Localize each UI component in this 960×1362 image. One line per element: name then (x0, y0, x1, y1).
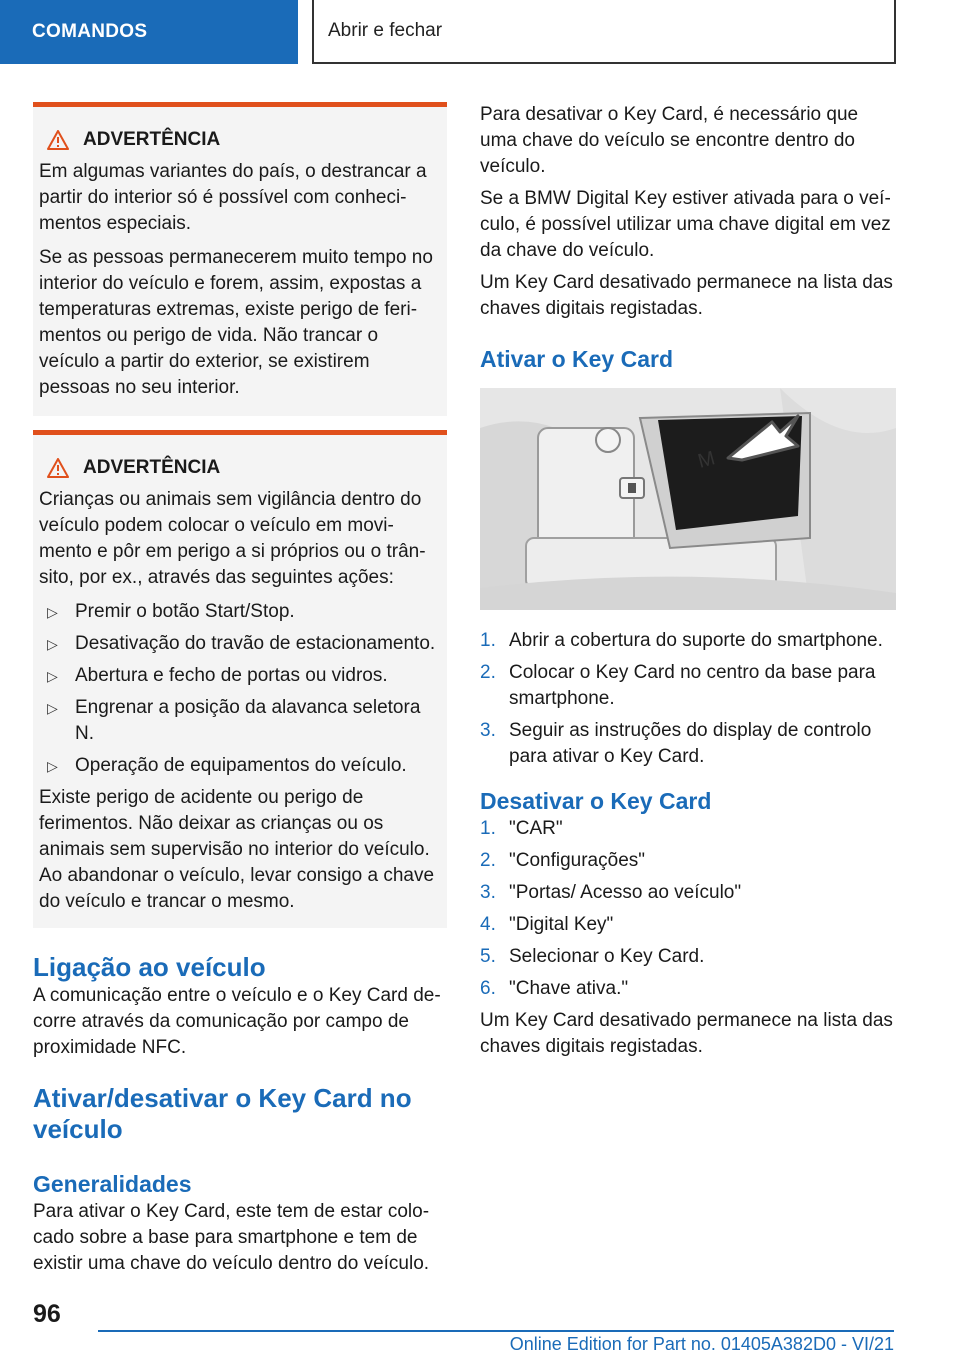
list-item: 1. "CAR" (480, 816, 894, 842)
step-number: 6. (480, 978, 496, 999)
left-column (33, 102, 447, 1277)
section-heading: Desativar o Key Card (480, 788, 712, 814)
list-item: ▷ Premir o botão Start/Stop. (39, 599, 437, 625)
list-item: 3. Seguir as instruções do display de controlo para ativar o Key Card. (480, 718, 894, 770)
warning-text: Existe perigo de acidente ou perigo de ferimentos. Não deixar as crianças ou os animais sem supervisão no interior do veículo. Ao abandonar o veículo, levar consigo a chave do veículo e trancar o mesmo. (39, 787, 435, 912)
step-number: 4. (480, 914, 496, 935)
warning-triangle-icon (47, 130, 69, 150)
page-number: 96 (33, 1300, 61, 1328)
step-number: 2. (480, 850, 496, 871)
section-heading: Ativar/desativar o Key Card no veículo (33, 1083, 412, 1144)
list-item: 1. Abrir a cobertura do suporte do smartphone. (480, 628, 894, 654)
warning-box (33, 102, 447, 416)
footer-divider (98, 1330, 894, 1332)
body-text: Para ativar o Key Card, este tem de estar colocado sobre a base para smartphone e tem de existir uma chave do veículo dentro do veículo. (33, 1201, 430, 1274)
list-item: 6. "Chave ativa." (480, 976, 894, 1002)
step-number: 1. (480, 818, 496, 839)
chapter-title: Abrir e fechar (328, 20, 443, 41)
bullet-marker: ▷ (47, 668, 58, 684)
subheading: Generalidades (33, 1171, 192, 1197)
bullet-marker: ▷ (47, 604, 58, 620)
warning-header (47, 457, 437, 479)
list-item: ▷ Abertura e fecho de portas ou vidros. (39, 663, 437, 689)
section-heading: Ligação ao veículo (33, 952, 266, 982)
smartphone-tray-illustration (480, 388, 896, 610)
body-text: Um Key Card desativado permanece na lista das chaves digitais registadas. (480, 1010, 893, 1057)
warning-box (33, 430, 447, 928)
bullet-list (39, 599, 437, 779)
list-item: 2. Colocar o Key Card no centro da base para smartphone. (480, 660, 894, 712)
body-text: Para desativar o Key Card, é necessário que uma chave do veículo se encontre dentro do veículo. (480, 104, 859, 177)
warning-text: Crianças ou animais sem vigilância dentro do veículo podem colocar o veículo em movimento e pôr em perigo a si próprios ou o trânsito, por ex., através das seguintes ações: (39, 489, 426, 588)
right-column (480, 102, 894, 1060)
body-text: Se a BMW Digital Key estiver ativada para o veículo, é possível utilizar uma chave digital em vez da chave do veículo. (480, 188, 891, 261)
list-item: 4. "Digital Key" (480, 912, 894, 938)
chapter-header (312, 0, 896, 64)
step-number: 2. (480, 662, 496, 683)
step-number: 3. (480, 720, 496, 741)
warning-text: Em algumas variantes do país, o destrancar a partir do interior só é possível com conhecimentos especiais. (39, 161, 427, 234)
list-item: ▷ Operação de equipamentos do veículo. (39, 753, 437, 779)
step-number: 3. (480, 882, 496, 903)
svg-text:M: M (695, 447, 718, 473)
section-heading: Ativar o Key Card (480, 346, 674, 372)
bullet-marker: ▷ (47, 700, 58, 716)
bullet-marker: ▷ (47, 636, 58, 652)
step-number: 1. (480, 630, 496, 651)
body-text: Um Key Card desativado permanece na lista das chaves digitais registadas. (480, 272, 893, 319)
section-title: COMANDOS (32, 21, 148, 42)
warning-triangle-icon (47, 458, 69, 478)
section-tab (0, 0, 298, 64)
warning-header (47, 129, 437, 151)
list-item: ▷ Desativação do travão de estacionamento. (39, 631, 437, 657)
list-item: ▷ Engrenar a posição da alavanca seletora N. (39, 695, 437, 747)
warning-title: ADVERTÊNCIA (83, 457, 221, 478)
activate-steps (480, 628, 894, 770)
step-number: 5. (480, 946, 496, 967)
deactivate-steps (480, 816, 894, 1002)
warning-text: Se as pessoas permanecerem muito tempo no interior do veículo e forem, assim, expostas a temperaturas extremas, existe perigo de ferimentos ou perigo de vida. Não trancar o veículo a partir do exterior, se existirem pessoas no seu interior. (39, 247, 433, 398)
footer-edition: Online Edition for Part no. 01405A382D0 - VI/21 (509, 1334, 894, 1354)
warning-title: ADVERTÊNCIA (83, 129, 221, 150)
list-item: 3. "Portas/ Acesso ao veículo" (480, 880, 894, 906)
list-item: 5. Selecionar o Key Card. (480, 944, 894, 970)
body-text: A comunicação entre o veículo e o Key Card decorre através da comunicação por campo de proximidade NFC. (33, 985, 441, 1058)
bullet-marker: ▷ (47, 758, 58, 774)
list-item: 2. "Configurações" (480, 848, 894, 874)
